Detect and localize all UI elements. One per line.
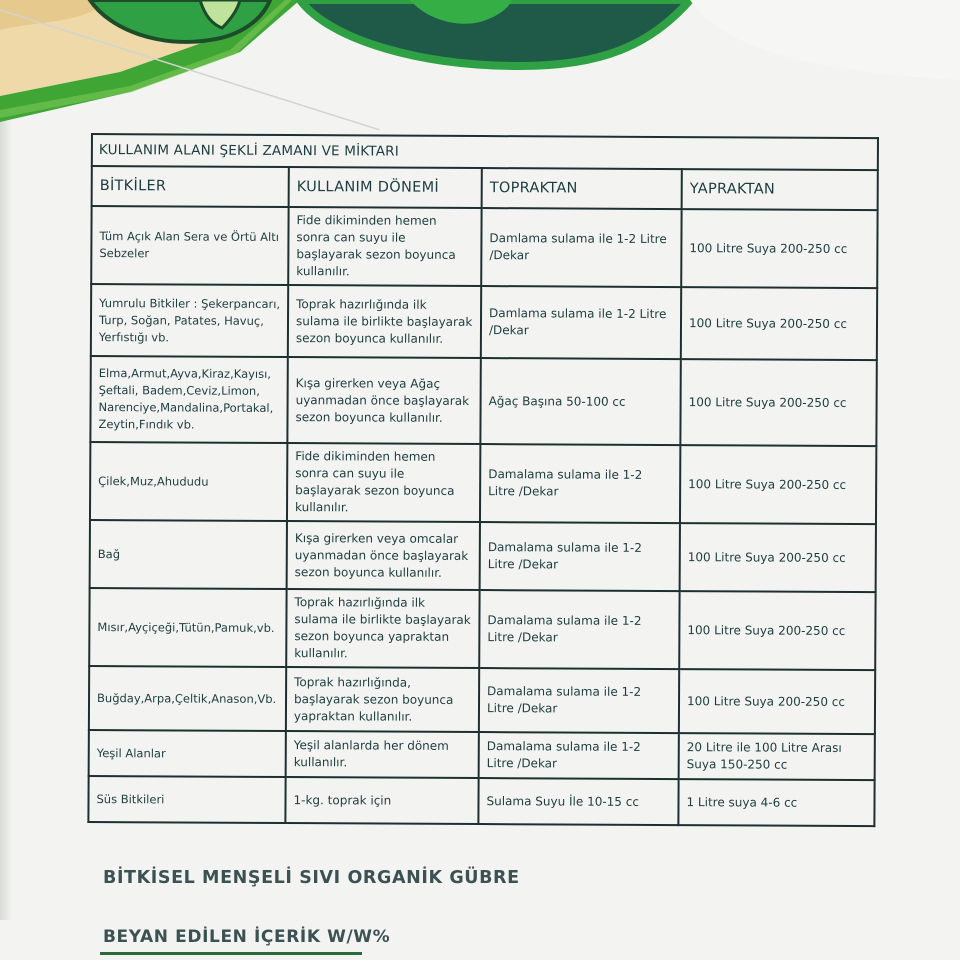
plant-cell: Çilek,Muz,Ahududu bbox=[90, 442, 287, 521]
soil-cell: Sulama Suyu İle 10-15 cc bbox=[478, 778, 678, 825]
soil-cell: Damalama sulama ile 1-2 Litre /Dekar bbox=[479, 668, 679, 733]
foliar-cell: 100 Litre Suya 200-250 cc bbox=[679, 591, 875, 670]
usage-period-cell: Fide dikiminden hemen sonra can suyu ile başlayarak sezon boyunca kullanılır. bbox=[287, 443, 480, 522]
table-title: KULLANIM ALANI ŞEKLİ ZAMANI VE MİKTARI bbox=[92, 134, 878, 170]
foliar-cell: 100 Litre Suya 200-250 cc bbox=[680, 359, 876, 446]
soil-cell: Damalama sulama ile 1-2 Litre /Dekar bbox=[480, 444, 680, 523]
plant-cell: Buğday,Arpa,Çeltik,Anason,Vb. bbox=[89, 666, 286, 731]
brand-logo-banner bbox=[0, 0, 960, 130]
usage-period-cell: Toprak hazırlığında ilk sulama ile birlikte başlayarak sezon boyunca kullanılır. bbox=[288, 285, 481, 358]
usage-period-cell: Kışa girerken veya Ağaç uyanmadan önce başlayarak sezon boyunca kullanılır. bbox=[287, 357, 480, 444]
usage-period-cell: Toprak hazırlığında ilk sulama ile birlikte başlayarak sezon boyunca yapraktan kullanılır. bbox=[286, 589, 479, 668]
table-row bbox=[89, 666, 875, 734]
foliar-cell: 100 Litre Suya 200-250 cc bbox=[680, 445, 876, 524]
foliar-cell: 100 Litre Suya 200-250 cc bbox=[681, 209, 877, 288]
plant-cell: Yumrulu Bitkiler : Şekerpancarı, Turp, Soğan, Patates, Havuç, Yerfıstığı vb. bbox=[91, 284, 288, 357]
header-foliar: YAPRAKTAN bbox=[682, 169, 878, 210]
header-usage-period: KULLANIM DÖNEMİ bbox=[289, 167, 482, 208]
usage-period-cell: Kışa girerken veya omcalar uyanmadan önce başlayarak sezon boyunca kullanılır. bbox=[287, 521, 480, 590]
plant-cell: Mısır,Ayçiçeği,Tütün,Pamuk,vb. bbox=[89, 588, 286, 667]
foliar-cell: 100 Litre Suya 200-250 cc bbox=[679, 669, 875, 734]
plant-cell: Tüm Açık Alan Sera ve Örtü Altı Sebzeler bbox=[91, 206, 288, 285]
plant-cell: Yeşil Alanlar bbox=[89, 730, 286, 777]
product-type-heading: BİTKİSEL MENŞELİ SIVI ORGANİK GÜBRE bbox=[103, 868, 520, 888]
foliar-cell: 20 Litre ile 100 Litre Arası Suya 150-250 cc bbox=[679, 733, 875, 780]
foliar-cell: 100 Litre Suya 200-250 cc bbox=[681, 287, 877, 360]
heading-underline bbox=[100, 952, 362, 955]
header-soil: TOPRAKTAN bbox=[482, 168, 682, 209]
usage-period-cell: Fide dikiminden hemen sonra can suyu ile başlayarak sezon boyunca kullanılır. bbox=[288, 207, 481, 286]
table-row bbox=[90, 520, 876, 592]
foliar-cell: 100 Litre Suya 200-250 cc bbox=[680, 523, 876, 592]
usage-table bbox=[87, 133, 879, 827]
header-plants: BİTKİLER bbox=[92, 166, 289, 207]
usage-period-cell: Toprak hazırlığında, başlayarak sezon boyunca yapraktan kullanılır. bbox=[286, 667, 479, 732]
soil-cell: Damalama sulama ile 1-2 Litre /Dekar bbox=[479, 732, 679, 779]
soil-cell: Ağaç Başına 50-100 cc bbox=[480, 358, 680, 445]
table-row bbox=[89, 730, 875, 780]
table-row bbox=[91, 206, 877, 288]
foliar-cell: 1 Litre suya 4-6 cc bbox=[678, 779, 874, 826]
table-row bbox=[89, 588, 875, 670]
plant-cell: Süs Bitkileri bbox=[88, 776, 285, 823]
usage-period-cell: Yeşil alanlarda her dönem kullanılır. bbox=[286, 731, 479, 778]
soil-cell: Damalama sulama ile 1-2 Litre /Dekar bbox=[480, 522, 680, 591]
soil-cell: Damlama sulama ile 1-2 Litre /Dekar bbox=[481, 286, 681, 359]
table-row bbox=[88, 776, 874, 826]
table-row bbox=[90, 356, 876, 446]
package-left-edge bbox=[0, 120, 12, 920]
table-row bbox=[91, 284, 877, 360]
usage-period-cell: 1-kg. toprak için bbox=[285, 777, 478, 824]
plant-cell: Elma,Armut,Ayva,Kiraz,Kayısı, Şeftali, Badem,Ceviz,Limon, Narenciye,Mandalina,Portakal, Zeytin,Fındık vb. bbox=[90, 356, 287, 443]
plant-cell: Bağ bbox=[90, 520, 287, 589]
table-row bbox=[90, 442, 876, 524]
declared-content-heading: BEYAN EDİLEN İÇERİK W/W% bbox=[103, 927, 391, 947]
soil-cell: Damlama sulama ile 1-2 Litre /Dekar bbox=[481, 208, 681, 287]
soil-cell: Damalama sulama ile 1-2 Litre /Dekar bbox=[479, 590, 679, 669]
